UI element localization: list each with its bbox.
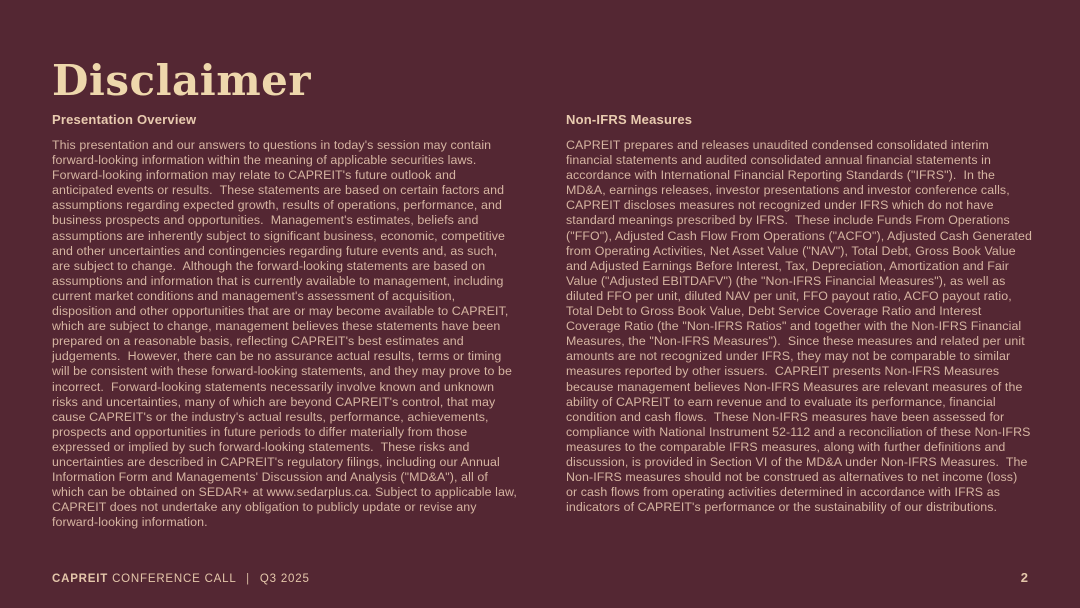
page-title: Disclaimer — [52, 56, 312, 106]
footer-brand: CAPREIT — [52, 573, 109, 585]
presentation-overview-heading: Presentation Overview — [52, 112, 197, 127]
column-non-ifrs-measures — [566, 112, 1036, 530]
footer-period: Q3 2025 — [259, 573, 310, 585]
footer-separator: | — [246, 573, 250, 585]
slide-footer — [52, 573, 310, 585]
column-presentation-overview — [52, 112, 521, 530]
non-ifrs-measures-heading: Non-IFRS Measures — [566, 112, 693, 127]
page-number: 2 — [1020, 570, 1028, 585]
content-columns — [52, 112, 1036, 530]
footer-label: CONFERENCE CALL — [112, 573, 237, 585]
non-ifrs-measures-text: CAPREIT prepares and releases unaudited condensed consolidated interim financial statements and audited consolidated annual financial statements in accordance with International Financial Reporting Standards ("IFRS"). In the MD&A, earnings releases, investor presentations and investor conference calls, CAPREIT discloses measures not recognized under IFRS which do not have standard meanings prescribed by IFRS. These include Funds From Operations ("FFO"), Adjusted Cash Flow From Operations ("ACFO"), Adjusted Cash Generated from Operating Activities, Net Asset Value ("NAV"), Total Debt, Gross Book Value and Adjusted Earnings Before Interest, Tax, Depreciation, Amortization and Fair Value ("Adjusted EBITDAFV") (the "Non-IFRS Financial Measures"), as well as diluted FFO per unit, diluted NAV per unit, FFO payout ratio, ACFO payout ratio, Total Debt to Gross Book Value, Debt Service Coverage Ratio and Interest Coverage Ratio (the "Non-IFRS Ratios" and together with the Non-IFRS Financial Measures, the "Non-IFRS Measures"). Since these measures and related per unit amounts are not recognized under IFRS, they may not be comparable to similar measures reported by other issuers. CAPREIT presents Non-IFRS Measures because management believes Non-IFRS Measures are relevant measures of the ability of CAPREIT to earn revenue and to evaluate its performance, financial condition and cash flows. These Non-IFRS measures have been assessed for compliance with National Instrument 52-112 and a reconciliation of these Non-IFRS measures to the comparable IFRS measures, along with further definitions and discussion, is provided in Section VI of the MD&A under Non-IFRS Measures. The Non-IFRS measures should not be construed as alternatives to net income (loss) or cash flows from operating activities determined in accordance with IFRS as indicators of CAPREIT's performance or the sustainability of our distributions. — [566, 138, 1036, 515]
presentation-overview-text: This presentation and our answers to questions in today's session may contain forward-looking information within the meaning of applicable securities laws. Forward-looking information may relate to CAPREIT's future outlook and anticipated events or results. These statements are based on certain factors and assumptions regarding expected growth, results of operations, performance, and business prospects and opportunities. Management's estimates, beliefs and assumptions are inherently subject to significant business, economic, competitive and other uncertainties and contingencies regarding future events and, as such, are subject to change. Although the forward-looking statements are based on assumptions and information that is currently available to management, including current market conditions and management's assessment of acquisition, disposition and other opportunities that are or may become available to CAPREIT, which are subject to change, management believes these statements have been prepared on a reasonable basis, reflecting CAPREIT's best estimates and judgements. However, there can be no assurance actual results, terms or timing will be consistent with these forward-looking statements, and they may prove to be incorrect. Forward-looking statements necessarily involve known and unknown risks and uncertainties, many of which are beyond CAPREIT's control, that may cause CAPREIT's or the industry's actual results, performance, achievements, prospects and opportunities in future periods to differ materially from those expressed or implied by such forward-looking statements. These risks and uncertainties are described in CAPREIT's regulatory filings, including our Annual Information Form and Managements' Discussion and Analysis ("MD&A"), all of which can be obtained on SEDAR+ at www.sedarplus.ca. Subject to applicable law, CAPREIT does not undertake any obligation to publicly update or revise any forward-looking information. — [52, 138, 521, 530]
